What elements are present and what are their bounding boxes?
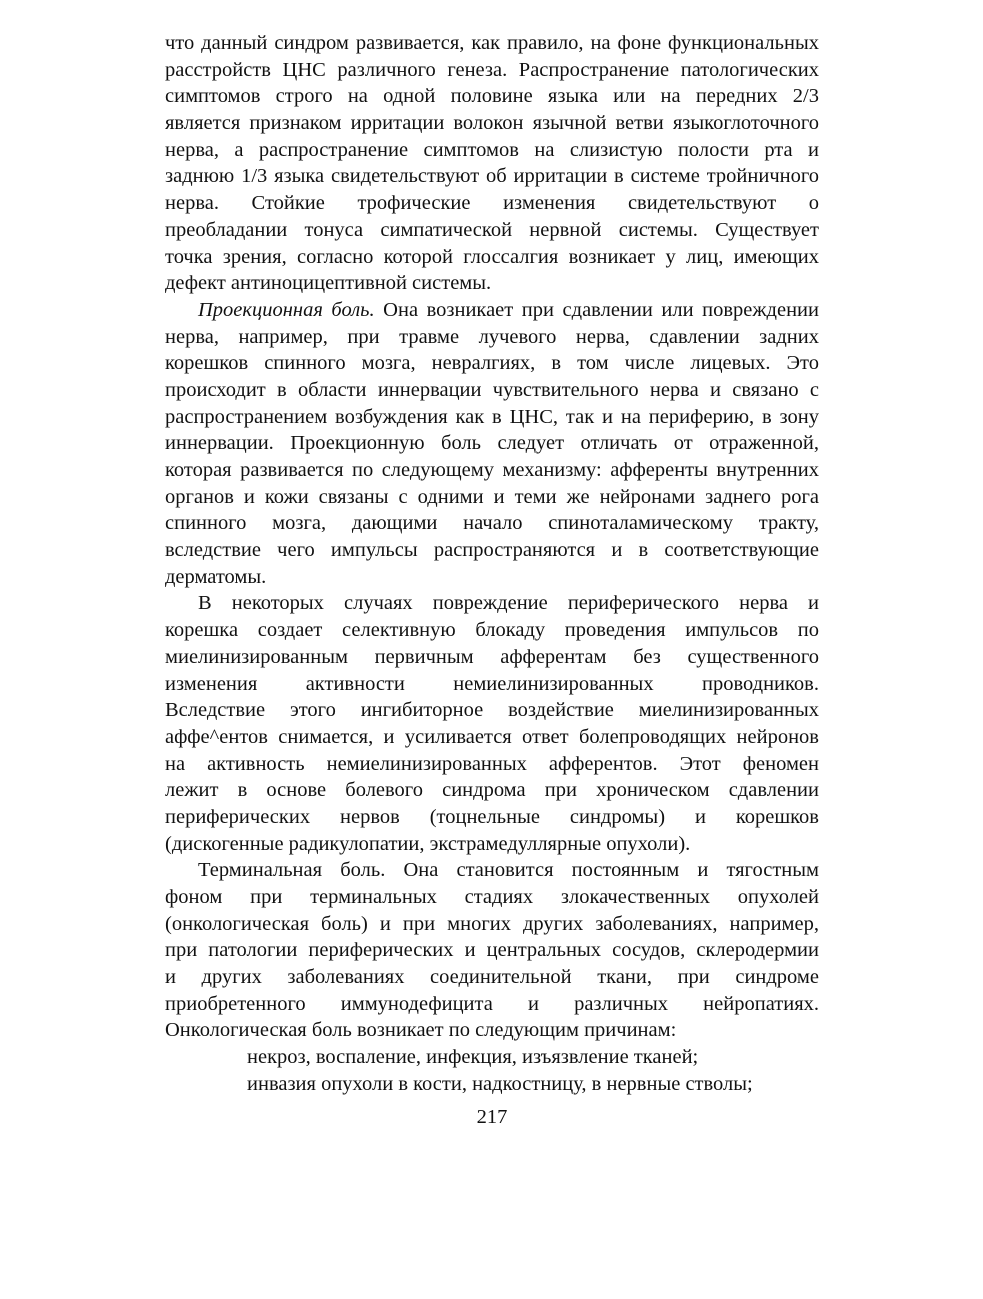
paragraph-projection-pain [165, 297, 819, 591]
list-item: инвазия опухоли в кости, надкостницу, в нервные стволы; [247, 1072, 753, 1095]
text-line: аффе^ентов снимается, и усиливается ответ болепроводящих нейронов [165, 725, 819, 748]
text-line: спинного мозга, дающими начало спиноталамическому тракту, [165, 512, 819, 535]
document-page [165, 30, 819, 1134]
text-line: преобладании тонуса симпатической нервной системы. Существует [165, 218, 819, 241]
text-line: происходит в области иннервации чувствительного нерва и связано с [165, 378, 819, 401]
text-line: нерва, например, при травме лучевого нерва, сдавлении задних [165, 325, 819, 348]
text-line: В некоторых случаях повреждение периферического нерва и [198, 592, 819, 615]
text-line: вследствие чего импульсы распространяются и в соответствующие [165, 539, 819, 562]
text-line: (онкологическая боль) и при многих других заболеваниях, например, [165, 912, 819, 935]
text-line: на активность немиелинизированных афферентов. Этот феномен [165, 752, 819, 775]
text-line: распространением возбуждения как в ЦНС, так и на периферию, в зону [165, 405, 819, 428]
text-line: иннервации. Проекционную боль следует отличать от отраженной, [165, 432, 819, 455]
text-line: миелинизированным первичным афферентам без существенного [165, 645, 819, 668]
text-line: дерматомы. [165, 565, 267, 588]
paragraph-selective-blockade [165, 590, 819, 857]
text-line: Терминальная боль. Она становится постоянным и тягостным [198, 859, 819, 882]
paragraph-terminal-pain [165, 857, 819, 1044]
text-line: фоном при терминальных стадиях злокачественных опухолей [165, 886, 819, 908]
text-line: симптомов строго на одной половине языка или на передних 2/3 [165, 85, 819, 108]
text-line: Онкологическая боль возникает по следующим причинам: [165, 1019, 677, 1042]
text-line: Вследствие этого ингибиторное воздействие миелинизированных [165, 699, 819, 722]
text-line: расстройств ЦНС различного генеза. Распространение патологических [165, 58, 819, 81]
text-line: нерва. Стойкие трофические изменения свидетельствуют о [165, 192, 819, 215]
list-item: некроз, воспаление, инфекция, изъязвление тканей; [247, 1046, 699, 1069]
text-line: и других заболеваниях соединительной ткани, при синдроме [165, 966, 819, 989]
text-line: (дискогенные радикулопатии, экстрамедуллярные опухоли). [165, 832, 691, 855]
text-line: корешков спинного мозга, невралгиях, в том числе лицевых. Это [165, 352, 819, 375]
page-number: 217 [476, 1105, 508, 1128]
text-line: органов и кожи связаны с одними и теми же нейронами заднего рога [165, 485, 819, 508]
text-line: корешка создает селективную блокаду проведения импульсов по [165, 619, 819, 642]
text-line: приобретенного иммунодефицита и различных нейропатиях. [165, 992, 819, 1015]
section-term-italic: Проекционная боль. [198, 298, 375, 321]
causes-list [165, 1044, 819, 1097]
text-line: лежит в основе болевого синдрома при хроническом сдавлении [165, 779, 819, 802]
text-fragment: Она возникает при сдавлении или повреждении [374, 298, 819, 321]
text-line: точка зрения, согласно которой глоссалгия возникает у лиц, имеющих [165, 245, 819, 268]
text-line: дефект антиноцицептивной системы. [165, 272, 492, 295]
paragraph-glossalgia [165, 30, 819, 297]
text-line [165, 297, 819, 324]
text-line: при патологии периферических и центральных сосудов, склеродермии [165, 939, 819, 962]
text-line: является признаком ирритации волокон язычной ветви языкоглоточного [165, 112, 819, 135]
text-line: что данный синдром развивается, как правило, на фоне функциональных [165, 32, 819, 54]
text-line: которая развивается по следующему механизму: афференты внутренних [165, 459, 819, 481]
text-line: нерва, а распространение симптомов на слизистую полости рта и [165, 138, 819, 161]
text-line: периферических нервов (тоцнельные синдромы) и корешков [165, 805, 819, 828]
text-line: заднюю 1/3 языка свидетельствуют об ирритации в системе тройничного [165, 165, 819, 188]
text-line: изменения активности немиелинизированных проводников. [165, 672, 819, 695]
